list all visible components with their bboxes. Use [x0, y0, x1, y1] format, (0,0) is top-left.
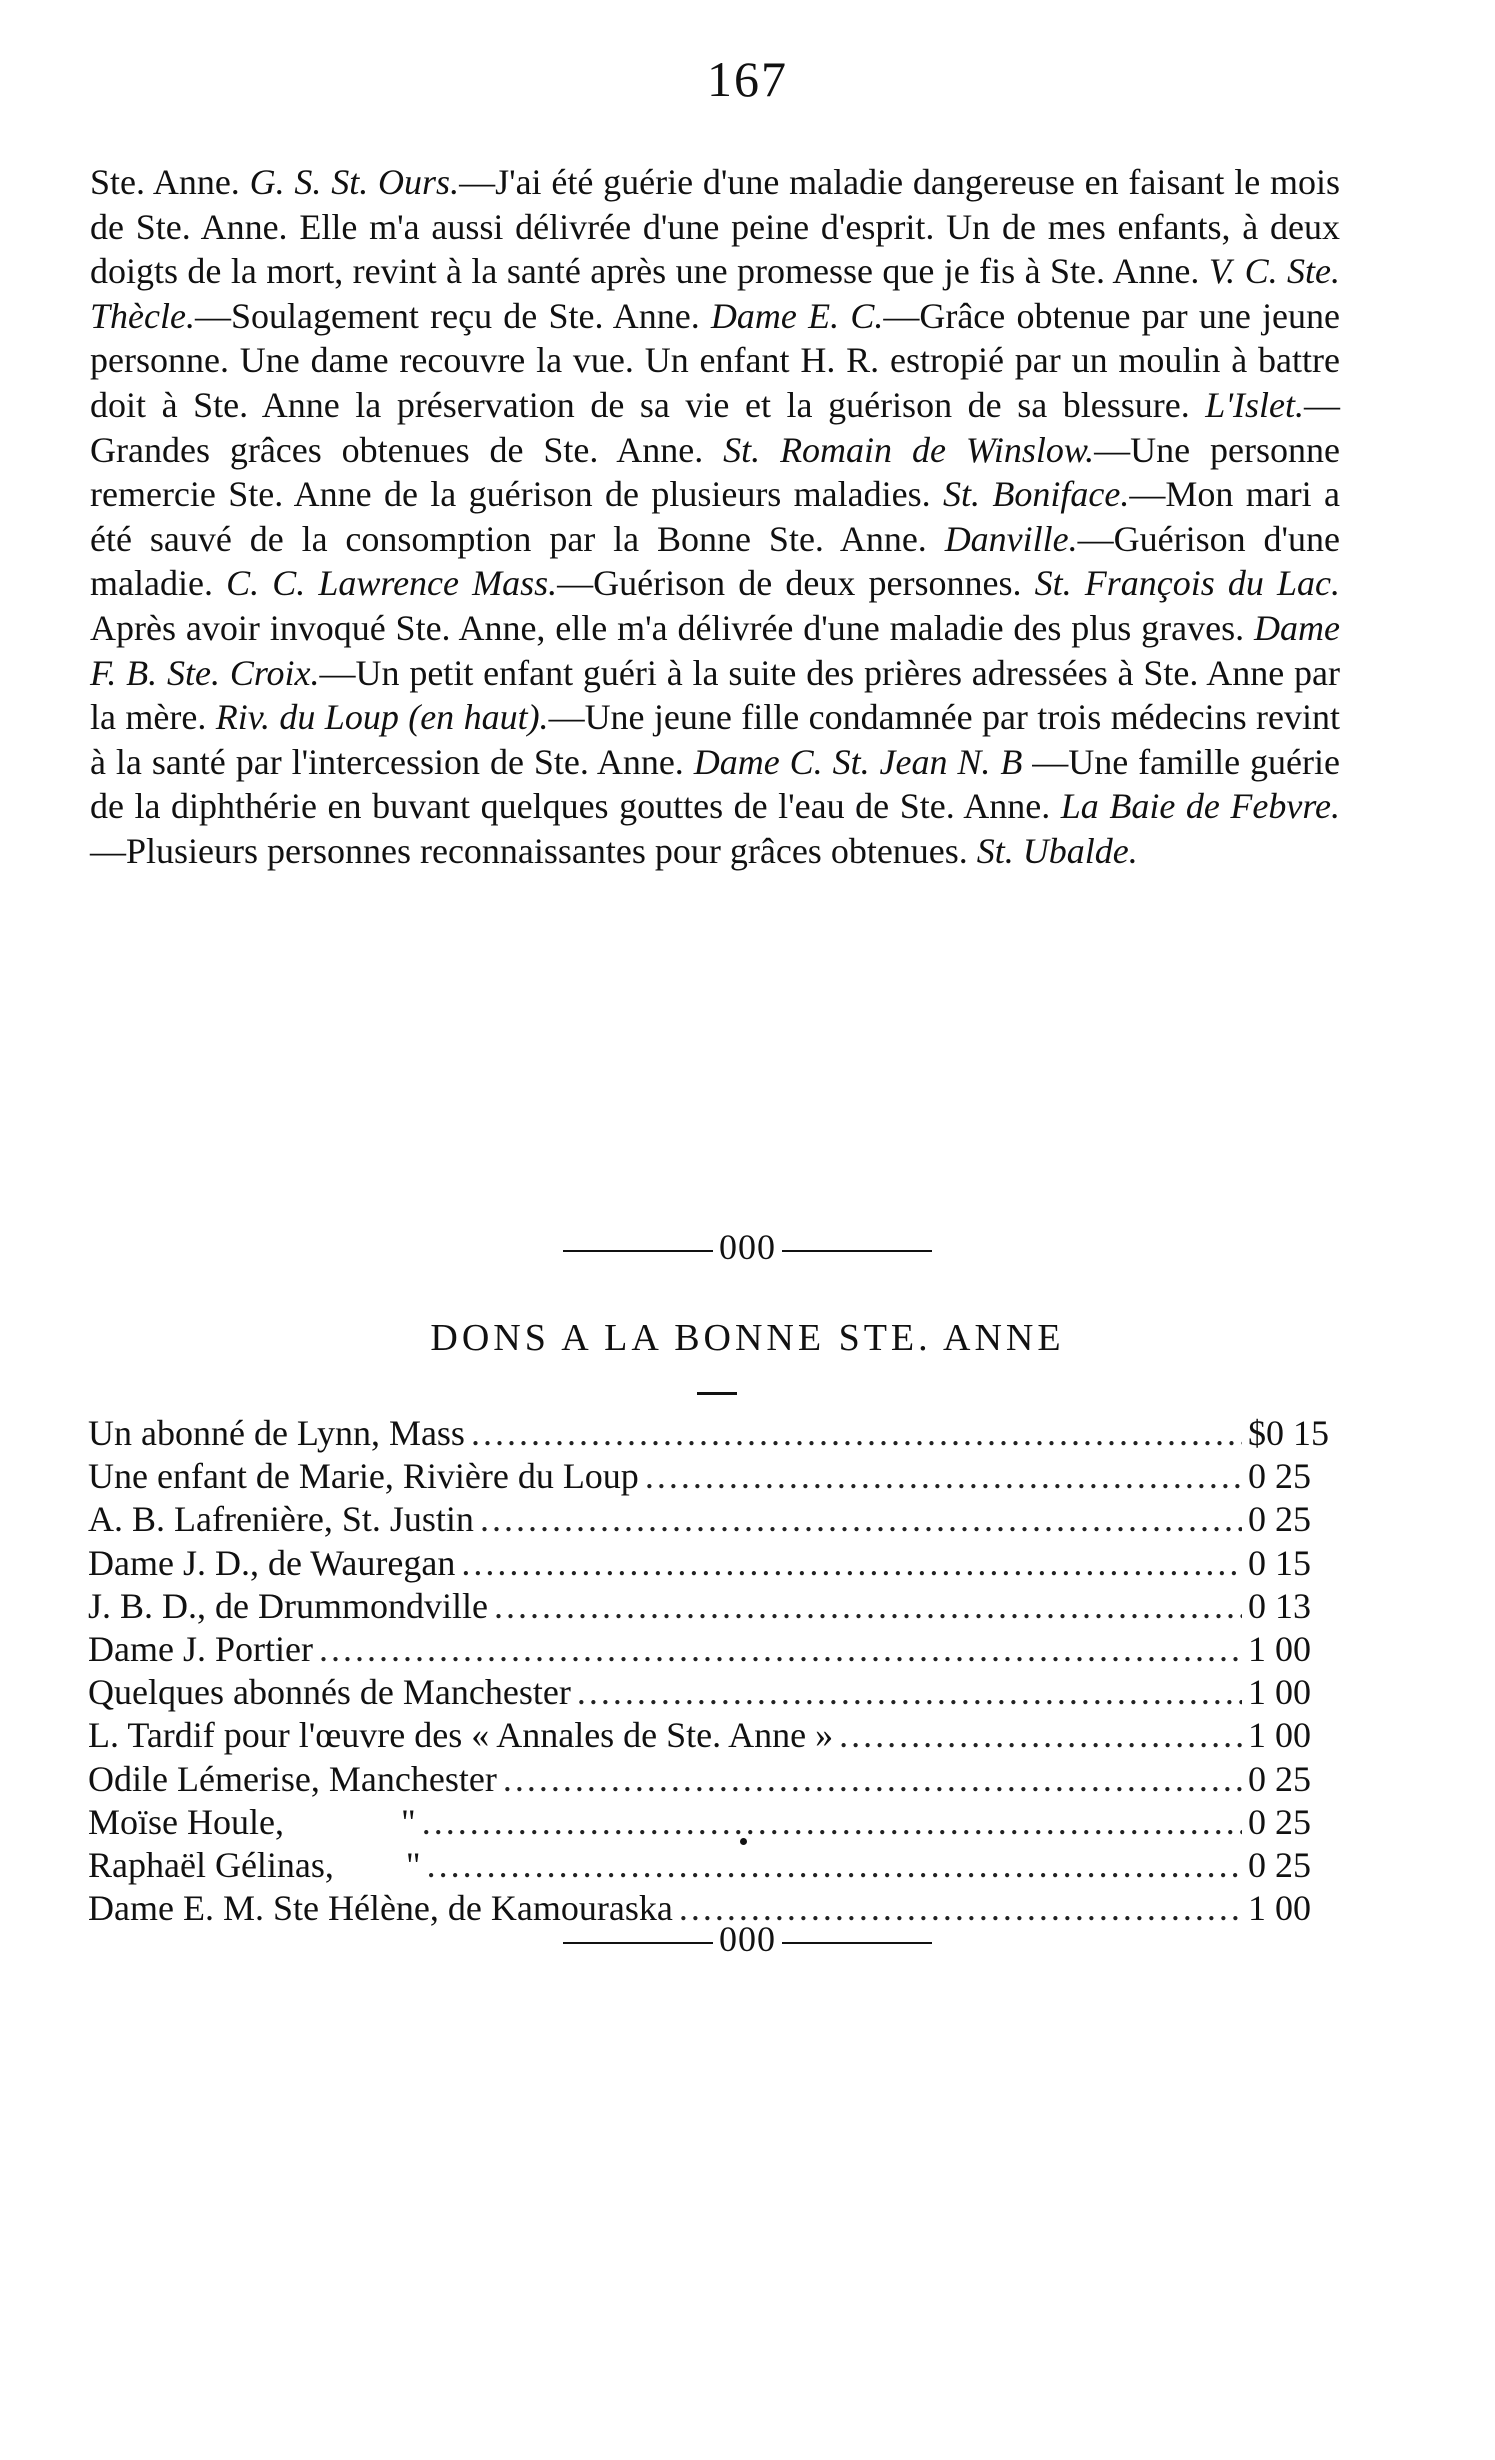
- donation-row: [88, 1671, 1338, 1714]
- donation-row: [88, 1714, 1338, 1757]
- place-name: Dame C. St. Jean N. B: [693, 741, 1023, 782]
- testimony-text: —Grandes grâces obtenues de Ste. Anne.: [90, 384, 1340, 470]
- testimony-text: Ste. Anne.: [90, 162, 250, 202]
- leader-dots: [839, 1714, 1242, 1757]
- testimonials-paragraph: [90, 160, 1340, 874]
- separator-bottom: [0, 1918, 1495, 1960]
- leader-dots: [503, 1758, 1242, 1801]
- leader-dots: [427, 1844, 1242, 1887]
- separator-label: 000: [719, 1919, 776, 1959]
- place-name: Dame E. C.: [710, 295, 884, 336]
- place-name: St. Ubalde.: [976, 830, 1138, 871]
- donation-amount: 0 25: [1248, 1456, 1311, 1497]
- separator-label: 000: [719, 1227, 776, 1267]
- testimony-text: —Mon mari a été sauvé de la consomption par la Bonne Ste. Anne.: [90, 474, 1341, 559]
- donation-amount: $0 15: [1248, 1413, 1329, 1453]
- place-name: Dame F. B. Ste. Croix.: [90, 607, 1340, 693]
- donation-amount: 0 25: [1248, 1844, 1311, 1885]
- place-name: Riv. du Loup (en haut).: [215, 697, 549, 738]
- separator-top: [0, 1226, 1495, 1268]
- donation-row: [88, 1498, 1338, 1541]
- leader-dots: [471, 1412, 1242, 1455]
- leader-dots: [480, 1498, 1242, 1541]
- testimony-text: —Guérison de deux personnes.: [557, 563, 1035, 604]
- title-underline: [697, 1392, 737, 1395]
- donor-name: L. Tardif pour l'œuvre des « Annales de Ste. Anne »: [88, 1715, 834, 1756]
- donation-row: [88, 1542, 1338, 1585]
- testimony-text: —Grâce obtenue par une jeune personne. Une dame recouvre la vue. Un enfant H. R. estropié par un moulin à battre doit à Ste. Anne la préservation de sa vie et la guérison de sa blessure.: [90, 295, 1340, 425]
- donation-amount: 1 00: [1248, 1628, 1311, 1669]
- donor-name: Dame J. D., de Wauregan: [88, 1542, 456, 1583]
- testimony-text: Après avoir invoqué Ste. Anne, elle m'a délivrée d'une maladie des plus graves.: [90, 607, 1255, 648]
- separator-rule-left: [563, 1250, 713, 1252]
- donor-name: Un abonné de Lynn, Mass: [88, 1413, 465, 1453]
- donor-name: Une enfant de Marie, Rivière du Loup: [88, 1456, 639, 1497]
- separator-rule-left: [563, 1942, 713, 1944]
- donation-row: [88, 1455, 1338, 1498]
- testimony-text: —Une famille guérie de la diphthérie en buvant quelques gouttes de l'eau de Ste. Anne.: [90, 741, 1340, 827]
- place-name: La Baie de Febvre.: [1060, 786, 1340, 827]
- donation-row: [88, 1628, 1338, 1671]
- donor-name: J. B. D., de Drummondville: [88, 1585, 488, 1626]
- place-name: St. François du Lac.: [1034, 563, 1340, 604]
- testimony-text: —Guérison d'une maladie.: [90, 518, 1340, 604]
- leader-dots: [494, 1585, 1242, 1628]
- leader-dots: [319, 1628, 1242, 1671]
- testimony-text: —Plusieurs personnes reconnaissantes pour grâces obtenues.: [90, 830, 977, 871]
- donor-name: Raphaël Gélinas, ": [88, 1844, 421, 1885]
- place-name: St. Boniface.: [943, 474, 1130, 515]
- donor-name: A. B. Lafrenière, St. Justin: [88, 1499, 474, 1540]
- donation-amount: 1 00: [1248, 1672, 1311, 1713]
- leader-dots: [422, 1801, 1242, 1844]
- donation-amount: 1 00: [1248, 1715, 1311, 1756]
- donor-name: Dame J. Portier: [88, 1628, 313, 1669]
- testimony-text: —Une personne remercie Ste. Anne de la guérison de plusieurs maladies.: [90, 429, 1340, 515]
- donation-row: [88, 1585, 1338, 1628]
- place-name: L'Islet.: [1205, 384, 1304, 425]
- donation-amount: 0 25: [1248, 1758, 1311, 1799]
- testimony-text: —Une jeune fille condamnée par trois médecins revint à la santé par l'intercession de Ste. Anne.: [90, 697, 1341, 782]
- donation-amount: 0 25: [1248, 1801, 1311, 1842]
- leader-dots: [461, 1542, 1242, 1585]
- donation-row: [88, 1412, 1338, 1455]
- leader-dots: [577, 1671, 1242, 1714]
- donation-amount: 0 25: [1248, 1499, 1311, 1540]
- donation-amount: 0 15: [1248, 1542, 1311, 1583]
- testimony-text: —Un petit enfant guéri à la suite des prières adressées à Ste. Anne par la mère.: [90, 652, 1340, 738]
- place-name: V. C. Ste. Thècle.: [90, 251, 1340, 336]
- donation-amount: 1 00: [1248, 1888, 1311, 1929]
- place-name: C. C. Lawrence Mass.: [226, 563, 558, 604]
- separator-rule-right: [782, 1942, 932, 1944]
- leader-dots: [645, 1455, 1242, 1498]
- page-number: 167: [707, 51, 788, 107]
- donation-row: [88, 1801, 1338, 1844]
- donations-list: [88, 1412, 1338, 1930]
- testimony-text: —Soulagement reçu de Ste. Anne.: [194, 295, 711, 336]
- donor-name: Moïse Houle, ": [88, 1801, 416, 1842]
- donation-row: [88, 1844, 1338, 1887]
- testimony-text: —J'ai été guérie d'une maladie dangereuse en faisant le mois de Ste. Anne. Elle m'a aussi délivrée d'une peine d'esprit. Un de mes enfants, à deux doigts de la mort, revint à la santé après une promesse que je fis à Ste. Anne.: [90, 162, 1340, 292]
- donation-row: [88, 1758, 1338, 1801]
- donor-name: Dame E. M. Ste Hélène, de Kamouraska: [88, 1888, 673, 1929]
- section-title: DONS A LA BONNE STE. ANNE: [430, 1317, 1065, 1359]
- stray-dot: [740, 1838, 747, 1845]
- donation-amount: 0 13: [1248, 1585, 1311, 1626]
- donor-name: Quelques abonnés de Manchester: [88, 1672, 571, 1713]
- place-name: G. S. St. Ours.: [249, 162, 460, 202]
- place-name: Danville.: [944, 518, 1078, 559]
- place-name: St. Romain de Winslow.: [723, 429, 1095, 470]
- separator-rule-right: [782, 1250, 932, 1252]
- donor-name: Odile Lémerise, Manchester: [88, 1758, 497, 1799]
